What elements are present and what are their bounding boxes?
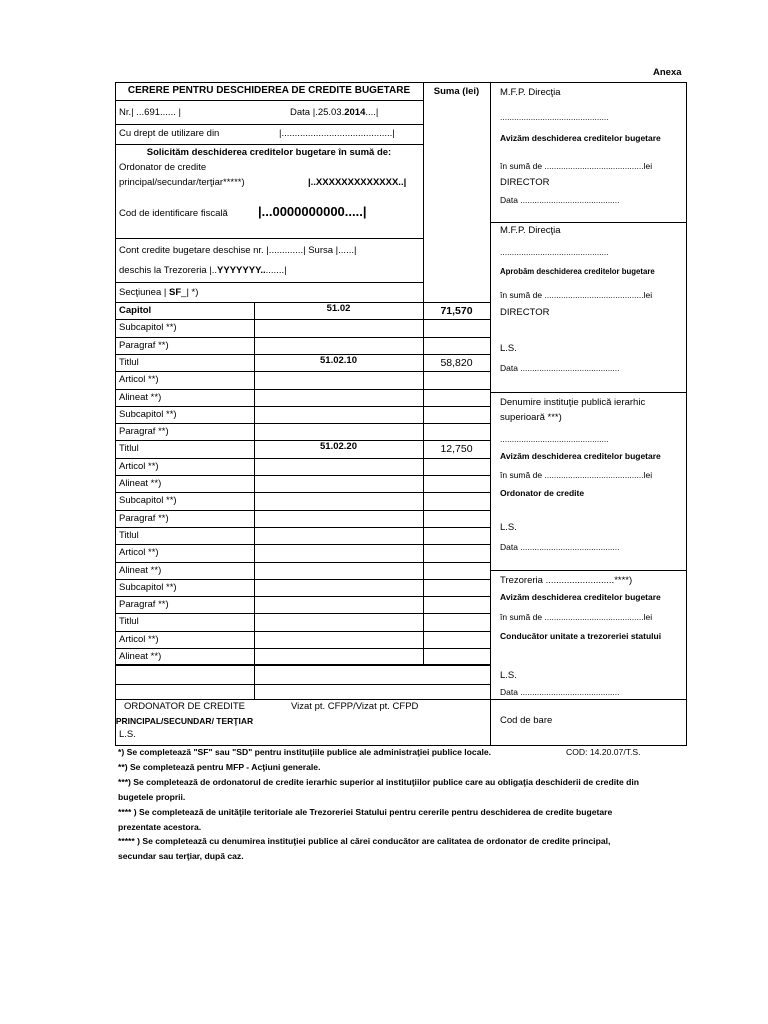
data-4: Data ..........................................: [500, 687, 620, 697]
avizam-1: Avizăm deschiderea creditelor bugetare: [500, 133, 661, 143]
ordonator-value: |..XXXXXXXXXXXXX..|: [308, 177, 407, 188]
nr-field: Nr.| ...691...... |: [119, 107, 181, 118]
row-label: Subcapitol **): [119, 409, 177, 420]
in-suma-2: în sumă de ..........................................lei: [500, 290, 653, 300]
ordonator-credite: Ordonator de credite: [500, 488, 585, 498]
ls-3: L.S.: [500, 522, 517, 533]
row-label: Articol **): [119, 461, 159, 472]
vizat-label: Vizat pt. CFPP/Vizat pt. CFPD: [291, 701, 419, 712]
trezoreria-field: deschis la Trezoreria |..YYYYYYY.........|: [119, 265, 287, 276]
row-code: 51.02: [326, 303, 351, 314]
mfp-dots-1: ..............................................: [500, 112, 609, 122]
row-label: Subcapitol **): [119, 495, 177, 506]
row-label: Paragraf **): [119, 599, 169, 610]
mfp-dots-2: ..............................................: [500, 247, 609, 257]
ls-4: L.S.: [500, 670, 517, 681]
signatory-title-1: ORDONATOR DE CREDITE: [123, 701, 246, 712]
row-label: Paragraf **): [119, 513, 169, 524]
denumire-1: Denumire instituţie publică ierarhic: [500, 397, 646, 408]
trezoreria-label: Trezoreria ..........................****): [500, 575, 633, 586]
row-amount: 12,750: [440, 443, 473, 455]
data-1: Data ..........................................: [500, 195, 620, 205]
footnote-3a: ***) Se completează de ordonatorul de credite ierarhic superior al instituţiilor publice care au obligaţia deschiderii de credite din: [118, 777, 640, 787]
footnote-5b: secundar sau terţiar, după caz.: [118, 851, 244, 861]
in-suma-4: în sumă de ..........................................lei: [500, 612, 653, 622]
ls-stamp-label: L.S.: [119, 729, 136, 740]
data-3: Data ..........................................: [500, 542, 620, 552]
row-label: Alineat **): [119, 392, 162, 403]
footnote-2: **) Se completează pentru MFP - Acţiuni generale.: [118, 762, 321, 772]
ordonator-label-1: Ordonator de credite: [119, 162, 207, 173]
mfp-directia-2: M.F.P. Direcţia: [500, 225, 561, 236]
row-label: Titlul: [119, 443, 139, 454]
form-title: CERERE PENTRU DESCHIDEREA DE CREDITE BUGETARE: [127, 85, 411, 96]
footnote-4a: **** ) Se completează de unităţile teritoriale ale Trezoreriei Statului pentru cererile pentru deschiderea de credite bugetare: [118, 807, 613, 817]
row-label: Alineat **): [119, 565, 162, 576]
avizam-3: Avizăm deschiderea creditelor bugetare: [500, 451, 661, 461]
row-label: Paragraf **): [119, 426, 169, 437]
superior-dots: ..............................................: [500, 434, 609, 444]
row-label: Articol **): [119, 547, 159, 558]
cont-field: Cont credite bugetare deschise nr. |.............| Sursa |......|: [119, 245, 357, 256]
row-label: Alineat **): [119, 651, 162, 662]
row-label: Titlul: [119, 616, 139, 627]
date-field: Data |.25.03.2014....|: [290, 107, 379, 118]
in-suma-3: în sumă de ..........................................lei: [500, 470, 653, 480]
in-suma-1: în sumă de ..........................................lei: [500, 161, 653, 171]
annex-label: Anexa: [653, 67, 682, 78]
aprobam: Aprobăm deschiderea creditelor bugetare: [500, 267, 655, 276]
row-code: 51.02.20: [320, 441, 357, 452]
footnote-4b: prezentate acestora.: [118, 822, 202, 832]
cif-value: |...0000000000.....|: [258, 204, 367, 219]
row-label: Titlul: [119, 357, 139, 368]
denumire-2: superioară ***): [500, 412, 562, 423]
director-2: DIRECTOR: [500, 307, 550, 318]
row-label: Articol **): [119, 634, 159, 645]
sum-column-header: Suma (lei): [433, 86, 480, 97]
director-1: DIRECTOR: [500, 177, 550, 188]
cif-label: Cod de identificare fiscală: [119, 208, 228, 219]
row-label: Titlul: [119, 530, 139, 541]
request-statement: Solicităm deschiderea creditelor bugetare în sumă de:: [146, 147, 392, 158]
data-2: Data ..........................................: [500, 363, 620, 373]
cu-drept-label: Cu drept de utilizare din: [119, 128, 220, 139]
mfp-directia-1: M.F.P. Direcţia: [500, 87, 561, 98]
row-amount: 71,570: [440, 305, 473, 317]
conducator: Conducător unitate a trezoreriei statului: [500, 631, 662, 641]
ls-2: L.S.: [500, 343, 517, 354]
row-label: Articol **): [119, 374, 159, 385]
footnote-1: *) Se completează "SF" sau "SD" pentru instituţiile publice ale administraţiei publice locale.: [118, 747, 492, 757]
row-code: 51.02.10: [320, 355, 357, 366]
row-label: Subcapitol **): [119, 582, 177, 593]
avizam-4: Avizăm deschiderea creditelor bugetare: [500, 592, 661, 602]
barcode-label: Cod de bare: [500, 715, 553, 726]
row-label: Subcapitol **): [119, 322, 177, 333]
sectiunea-field: Secţiunea | SF_| *): [119, 287, 199, 298]
row-label: Capitol: [119, 305, 152, 316]
form-code: COD: 14.20.07/T.S.: [566, 747, 641, 757]
row-amount: 58,820: [440, 357, 473, 369]
cu-drept-value: |..........................................|: [279, 128, 395, 139]
ordonator-label-2: principal/secundar/terţiar*****): [119, 177, 245, 188]
row-label: Paragraf **): [119, 340, 169, 351]
footnote-3b: bugetele proprii.: [118, 792, 186, 802]
signatory-title-2: PRINCIPAL/SECUNDAR/ TERŢIAR: [115, 716, 254, 726]
row-label: Alineat **): [119, 478, 162, 489]
footnote-5a: ***** ) Se completează cu denumirea instituţiei publice al cărei conducător are calitatea de ordonator de credite principal,: [118, 836, 611, 846]
